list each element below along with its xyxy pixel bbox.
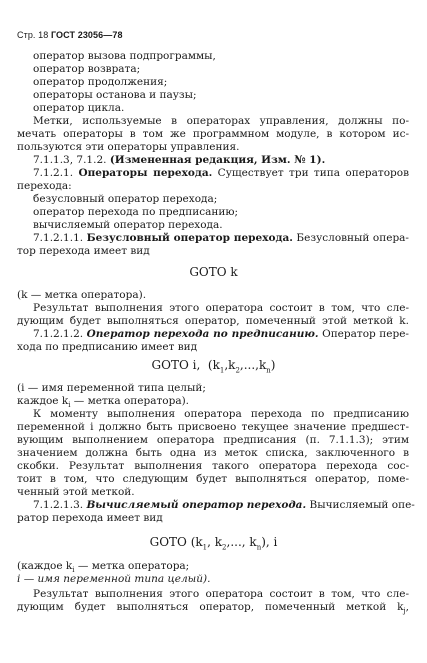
text-line: вычисляемый оператор перехода. (33, 219, 223, 231)
text-line: безусловный оператор перехода; (33, 193, 218, 205)
text-line: хода по предписанию имеет вид (17, 341, 198, 353)
text-line: каждое $k_i$ — метка оператора). (17, 395, 190, 410)
formula-assigned-goto: GOTO i, $(k_1,k_2,...,k_n)$ (151, 358, 276, 375)
text-line: дующим будет выполняться оператор, помеченный этой меткой k. (17, 315, 409, 327)
text-line: оператор возврата; (33, 63, 141, 75)
text-line: оператор перехода по предписанию; (33, 206, 239, 218)
text-line: мечать операторы в том же программном модуле, в котором ис- (17, 128, 409, 140)
text-line: ченный этой меткой. (17, 486, 135, 498)
section-heading-line: 7.1.2.1.1. Безусловный оператор перехода. Безусловный опера- (33, 232, 409, 244)
text-line: Результат выполнения этого оператора состоит в том, что сле- (33, 302, 409, 314)
text-line: (i — имя переменной типа целый; (17, 382, 206, 394)
text-line: тоит в том, что следующим будет выполняться оператор, поме- (17, 473, 409, 485)
text-line: Результат выполнения этого оператора состоит в том, что сле- (33, 588, 409, 600)
text-line: скобки. Результат выполнения такого оператора перехода сос- (17, 460, 409, 472)
text-line: оператор цикла. (33, 102, 125, 114)
text-line: пользуются эти операторы управления. (17, 141, 240, 153)
text-line: дующим будет выполняться оператор, помеченный меткой $k_j$, (17, 601, 409, 616)
text-line: тор перехода имеет вид (17, 245, 150, 257)
amendment-line: 7.1.1.3, 7.1.2. (Измененная редакция, Изм. № 1). (33, 154, 326, 166)
section-heading-line: 7.1.2.1.3. Вычисляемый оператор перехода. Вычисляемый опе- (33, 499, 415, 511)
standard-code: ГОСТ 23056—78 (50, 30, 123, 40)
text-line: К моменту выполнения оператора перехода по предписанию (33, 408, 409, 420)
text-line: оператор продолжения; (33, 76, 168, 88)
text-line: Метки, используемые в операторах управления, должны по- (33, 115, 409, 127)
text-line: (каждое $k_i$ — метка оператора; (17, 560, 190, 575)
text-line: перехода: (17, 180, 72, 192)
page-header (17, 30, 123, 40)
text-line: переменной i должно быть присвоено текущее значение предшест- (17, 421, 409, 433)
text-line: i — имя переменной типа целый). (17, 573, 211, 585)
formula-computed-goto: GOTO ($k_1$, $k_2$,..., $k_n$), i (149, 535, 278, 552)
text-line: ратор перехода имеет вид (17, 512, 163, 524)
text-line: значением должна быть одна из меток списка, заключенного в (17, 447, 409, 459)
text-line: вующим выполнением оператора предписания (п. 7.1.1.3); этим (17, 434, 409, 446)
text-line: операторы останова и паузы; (33, 89, 197, 101)
formula-goto-k: GOTO k (189, 265, 238, 279)
page-number: Стр. 18 (17, 30, 49, 40)
text-line: (k — метка оператора). (17, 289, 147, 301)
section-heading-line: 7.1.2.1. Операторы перехода. Существует три типа операторов (33, 167, 409, 179)
section-heading-line: 7.1.2.1.2. Оператор перехода по предписанию. Оператор пере- (33, 328, 409, 340)
text-line: оператор вызова подпрограммы, (33, 50, 216, 62)
